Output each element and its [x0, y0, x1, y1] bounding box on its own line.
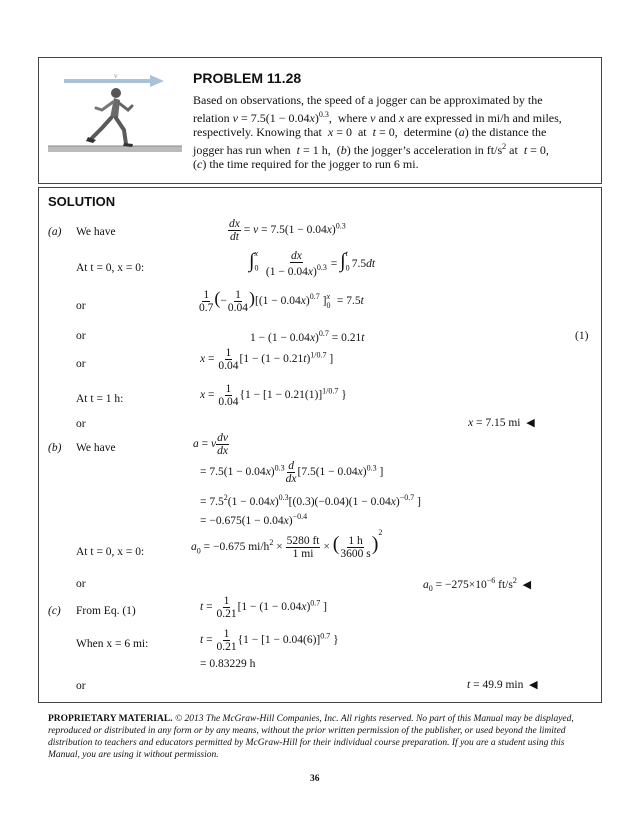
jogger-illustration: [44, 66, 184, 161]
statement-line-4: jogger has run when t = 1 h, (b) the jogger’s acceleration in $ft/s^2$ at t = 0,: [193, 141, 549, 157]
eq-a3: $\frac{1}{0.7}$ (− $\frac{1}{0.04}$ )[$(1 - 0.04x)^{0.7}$ ]$_0^x = 7.5t$: [199, 288, 364, 314]
statement-line-2: relation $v = 7.5(1 - 0.04x)^{0.3}$, where v and x are expressed in mi/h and miles,: [193, 109, 562, 125]
eq-a1: $\frac{dx}{dt}$ = $v = 7.5(1 - 0.04x)^{0.3}$: [229, 218, 346, 243]
proprietary-heading: PROPRIETARY MATERIAL.: [48, 714, 173, 724]
from-eq-label: From Eq. (1): [76, 605, 136, 617]
result-marker-icon: ◀: [522, 578, 532, 591]
statement-line-3: respectively. Knowing that x = 0 at t = 0, determine (a) the distance the: [193, 125, 547, 139]
result-c: t = 49.9 min ◀: [467, 679, 538, 691]
part-a-label: (a): [48, 226, 62, 238]
eq-b4: = $-0.675(1 - 0.04x)^{-0.4}$: [200, 512, 308, 527]
or-3: or: [76, 358, 86, 370]
eq-c2: t = $\frac{1}{0.21}$ {$1 - [1 - 0.04(6)]^{0.7}$ }: [200, 628, 339, 653]
part-c-label: (c): [48, 605, 61, 617]
eq-b3: = $7.5^2(1 - 0.04x)^{0.3}[(0.3)(-0.04)(1 - 0.04x)^{-0.7}$ ]: [200, 493, 421, 508]
statement-line-1: Based on observations, the speed of a jogger can be approximated by the: [193, 93, 543, 107]
problem-title: PROBLEM 11.28: [193, 70, 302, 86]
or-1: or: [76, 300, 86, 312]
result-marker-icon: ◀: [526, 417, 535, 429]
eq-a6: x = $\frac{1}{0.04}$ {$1 - [1 - 0.21(1)]^{1/0.7}$ }: [200, 383, 347, 408]
problem-statement: [193, 93, 593, 172]
or-2: or: [76, 330, 86, 342]
or-6: or: [76, 680, 86, 692]
eq-b1: a = v $\frac{dv}{dx}$: [193, 432, 228, 457]
eq-b2: = $7.5(1 - 0.04x)^{0.3}$ $\frac{d}{dx}$ [$7.5(1 - 0.04x)^{0.3}$ ]: [200, 460, 384, 485]
eq-a4: $1 - (1 - 0.04x)^{0.7} = 0.21t$: [250, 329, 365, 344]
copyright-notice: [48, 713, 596, 761]
at-t1-label: At t = 1 h:: [76, 393, 124, 405]
or-5: or: [76, 578, 86, 590]
copyright-text: © 2013 The McGraw-Hill Companies, Inc. All rights reserved. No part of this Manual may be displayed, reproduced or distributed in any form or by any means, without the prior written permission of the publisher, or used beyond the limited distribution to teachers and educators permitted by McGraw-Hill for their individual course preparation. If you are a student using this Manual, you are using it without permission.: [48, 714, 574, 760]
at-t0-label: At t = 0, x = 0:: [76, 262, 145, 274]
part-b-label: (b): [48, 442, 62, 454]
we-have-b: We have: [76, 442, 116, 454]
eq-1-tag: (1): [575, 330, 589, 342]
eq-b5: $a_0 = -0.675$ $mi/h^2$ × $\frac{5280 ft}{1 mi}$ × ( $\frac{1 h}{3600 s}$ )$^2$: [191, 528, 383, 560]
result-b: $a_0 = -275\times 10^{-6}$ $ft/s^2$ ◀: [423, 576, 532, 594]
or-4: or: [76, 418, 86, 430]
eq-c1: t = $\frac{1}{0.21}$ [$1 - (1 - 0.04x)^{0.7}$ ]: [200, 595, 328, 620]
at-t0-b-label: At t = 0, x = 0:: [76, 546, 145, 558]
result-a: x = 7.15 mi ◀: [468, 417, 535, 429]
when-x6-label: When x = 6 mi:: [76, 638, 149, 650]
svg-text:v: v: [114, 72, 118, 80]
statement-line-5: (c) the time required for the jogger to run 6 mi.: [193, 157, 419, 171]
result-marker-icon: ◀: [529, 679, 538, 691]
solution-title: SOLUTION: [48, 194, 116, 209]
eq-c3: = 0.83229 h: [200, 658, 256, 670]
eq-a5: x = $\frac{1}{0.04}$ [$1 - (1 - 0.21t)^{1/0.7}$ ]: [200, 347, 334, 372]
eq-a2: $\int_0^x$ $\frac{dx}{(1 - 0.04x)^{0.3}}$ = $\int_0^t7.5dt$: [249, 249, 376, 279]
we-have-a: We have: [76, 226, 116, 238]
page-number: 36: [310, 774, 320, 784]
